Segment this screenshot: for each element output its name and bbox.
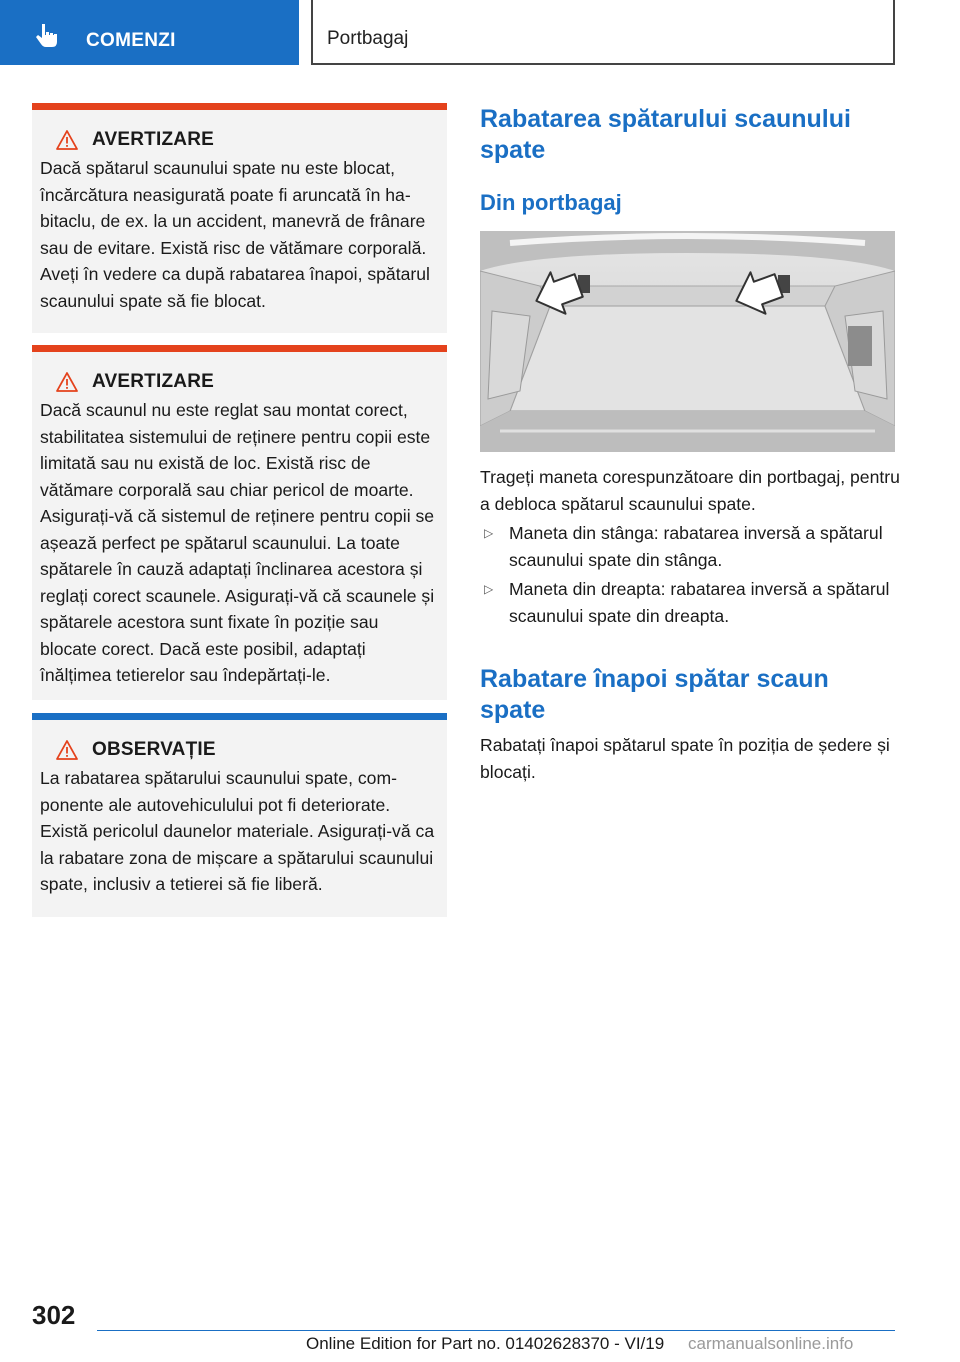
chapter-header <box>311 0 895 65</box>
triangle-bullet-icon: ▷ <box>484 582 494 596</box>
notice-text: La rabatarea spătarului scaunului spate, componente ale autovehiculului pot fi deteriorate. Există pericolul daunelor materiale. Asigurați-vă ca la rabatare zona de mișcare a spătarului scaunului spate, inclusiv a tetierei să fie liberă. <box>40 768 435 894</box>
warning-heading-row <box>40 371 437 393</box>
warning-text: Dacă scaunul nu este reglat sau montat corect, stabilitatea sistemului de reținere pentru copii este limitată sau nu există de loc. Există risc de vătămare corporală sau chiar pericol de moarte. Asigurați-vă că sistemul de reținere pentru copii se așează perfect pe spătarul scaunului. La toate spătarele în cauză adaptați înclinarea acestora și reglați corect scaunele. Asigurați-vă că scaunele și spătarele acestora sunt fixate în poziție sau blocate corect. Dacă este posibil, adaptați înălțimea tetierelor sau îndepărtați-le. <box>40 400 435 685</box>
warning-bar <box>32 345 447 352</box>
trunk-photo <box>480 231 895 452</box>
notice-bar <box>32 713 447 720</box>
list-item <box>480 520 900 580</box>
warning-heading: AVERTIZARE <box>92 371 214 392</box>
chapter-title: Portbagaj <box>327 28 409 49</box>
warning-triangle-icon <box>56 740 78 760</box>
warning-triangle-icon <box>56 130 78 150</box>
warning-heading: AVERTIZARE <box>92 129 214 150</box>
warning-text: Dacă spătarul scaunului spate nu este blocat, încărcătura neasigurată poate fi aruncată în habitaclu, de ex. la un accident, manevră de frânare sau de evitare. Există risc de vătămare corporală. Aveți în vedere ca după rabatarea înapoi, spătarul scaunului spate să fie blocat. <box>40 158 430 311</box>
subsection-heading: Din portbagaj <box>480 190 622 215</box>
outro-paragraph: Rabatați înapoi spătarul spate în poziția de ședere și blocați. <box>480 735 890 782</box>
list-item-text: Maneta din dreapta: rabatarea inversă a spătarul scaunului spate din dreapta. <box>509 579 890 626</box>
notice-heading-row <box>40 739 437 761</box>
list-item <box>480 576 900 636</box>
section-label: COMENZI <box>86 30 176 51</box>
warning-box-2 <box>32 345 447 700</box>
list-item-text: Maneta din stânga: rabatarea inversă a spătarul scaunului spate din stânga. <box>509 523 883 570</box>
section-tab[interactable] <box>0 0 299 65</box>
footer-divider <box>97 1330 895 1331</box>
triangle-bullet-icon: ▷ <box>484 526 494 540</box>
page-number: 302 <box>32 1300 76 1330</box>
intro-paragraph: Trageți maneta corespunzătoare din portbagaj, pentru a debloca spătarul scaunului spate. <box>480 467 900 514</box>
notice-heading: OBSERVAȚIE <box>92 739 216 760</box>
warning-bar <box>32 103 447 110</box>
section-heading: Rabatarea spătarului scaunului spate <box>480 105 851 164</box>
hand-pointer-icon <box>36 22 62 48</box>
notice-box <box>32 713 447 917</box>
warning-box-1 <box>32 103 447 333</box>
section-heading: Rabatare înapoi spătar scaun spate <box>480 665 829 724</box>
warning-triangle-icon <box>56 372 78 392</box>
watermark: carmanualsonline.info <box>688 1334 854 1353</box>
trunk-illustration <box>480 231 895 452</box>
warning-heading-row <box>40 129 437 151</box>
edition-text: Online Edition for Part no. 01402628370 - VI/19 <box>306 1334 665 1353</box>
